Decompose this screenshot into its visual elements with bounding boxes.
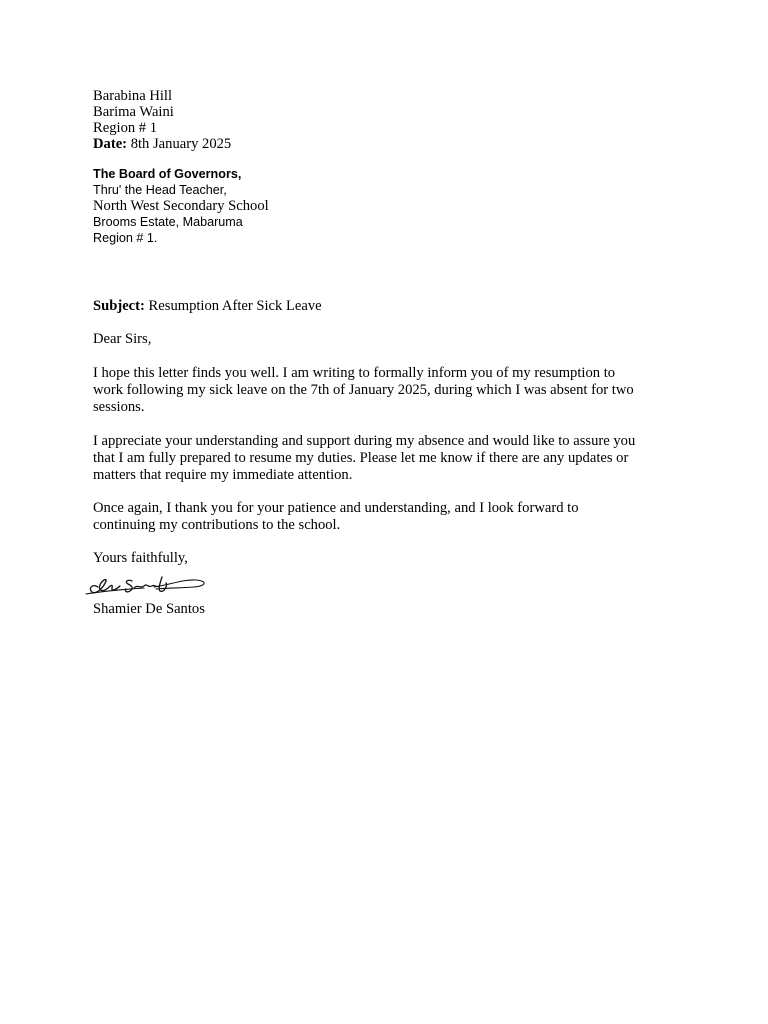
recipient-line-4: Brooms Estate, Mabaruma xyxy=(93,215,243,229)
subject-label: Subject: xyxy=(93,298,145,314)
paragraph-line: work following my sick leave on the 7th of January 2025, during which I was absent for two xyxy=(93,381,634,398)
recipient-line-5: Region # 1. xyxy=(93,231,158,245)
body-paragraph-1 xyxy=(93,365,677,415)
sender-address-line-3: Region # 1 xyxy=(93,120,158,136)
paragraph-line: I appreciate your understanding and support during my absence and would like to assure you xyxy=(93,433,636,449)
closing: Yours faithfully, xyxy=(93,550,188,566)
paragraph-line: sessions. xyxy=(93,398,145,415)
recipient-line-1: The Board of Governors, xyxy=(93,167,242,181)
sender-address-line-2: Barima Waini xyxy=(93,104,174,120)
subject-line xyxy=(93,298,322,315)
subject-text: Resumption After Sick Leave xyxy=(148,298,322,314)
body-paragraph-3 xyxy=(93,500,677,534)
signer-name: Shamier De Santos xyxy=(93,601,205,617)
letter-date xyxy=(93,136,231,153)
recipient-line-3: North West Secondary School xyxy=(93,198,269,214)
paragraph-line: Once again, I thank you for your patience and understanding, and I look forward to xyxy=(93,500,579,516)
paragraph-line: matters that require my immediate attention. xyxy=(93,466,353,483)
date-value: 8th January 2025 xyxy=(130,136,232,152)
handwritten-signature-icon xyxy=(84,571,212,599)
sender-address-line-1: Barabina Hill xyxy=(93,88,173,104)
recipient-line-2: Thru' the Head Teacher, xyxy=(93,183,227,197)
paragraph-line: continuing my contributions to the school. xyxy=(93,516,341,533)
date-label: Date: xyxy=(93,136,128,152)
paragraph-line: I hope this letter finds you well. I am writing to formally inform you of my resumption to xyxy=(93,365,616,381)
paragraph-line: that I am fully prepared to resume my duties. Please let me know if there are any updates or xyxy=(93,449,629,466)
salutation: Dear Sirs, xyxy=(93,331,152,347)
body-paragraph-2 xyxy=(93,433,677,483)
